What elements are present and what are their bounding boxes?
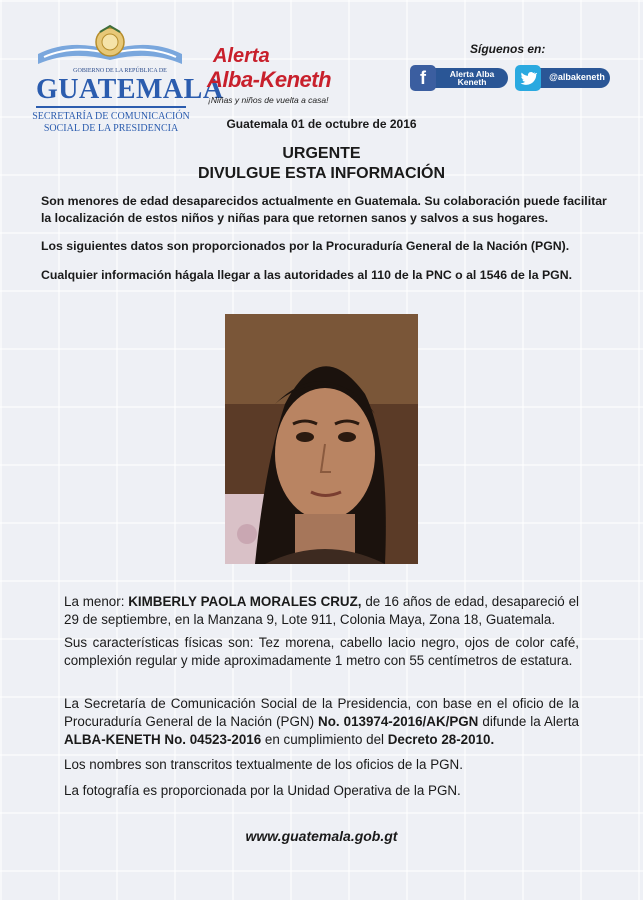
guatemala-coat-of-arms-icon (30, 24, 190, 74)
alerta-slogan: ¡Niñas y niños de vuelta a casa! (208, 95, 329, 105)
case-details-text: de 16 años de edad, desapareció el 29 de septiembre, en la Manzana 9, Lote 911, Colonia Maya, Zona 18, Guatemala. (64, 594, 580, 627)
case-paragraph-2: Sus características físicas son: Tez morena, cabello lacio negro, ojos de color café, complexión regular y mide aproximadamente 1 metro con 55 centímetros de estatura. (64, 635, 579, 668)
case-paragraph-5: La fotografía es proporcionada por la Unidad Operativa de la PGN. (64, 783, 461, 798)
gov-divider (36, 106, 186, 108)
twitter-icon (515, 65, 541, 91)
oficio-number: No. 013974-2016/AK/PGN (318, 714, 479, 729)
case-paragraph-4: Los nombres son transcritos textualmente de los oficios de la PGN. (64, 757, 463, 772)
gov-secretaria-line1: SECRETARÍA DE COMUNICACIÓN (32, 111, 190, 122)
facebook-link[interactable] (412, 68, 508, 88)
facebook-label-line2: Keneth (457, 77, 487, 87)
title-urgente: URGENTE (282, 145, 361, 162)
alerta-alba-keneth-logo (207, 45, 337, 115)
case-p3-text-a: La Secretaría de Comunicación Social de la Presidencia, con base en el oficio de la Procuraduría General de la Nación (PGN) (64, 696, 579, 729)
twitter-label: @albakeneth (549, 72, 605, 82)
facebook-icon: f (410, 65, 436, 91)
missing-person-name: KIMBERLY PAOLA MORALES CRUZ, (128, 594, 362, 609)
portrait-illustration (225, 314, 418, 564)
facebook-label (439, 70, 505, 86)
alerta-word: Alerta (213, 45, 270, 67)
case-intro-text: La menor: (64, 594, 129, 609)
alba-keneth-word: Alba-Keneth (207, 67, 332, 92)
case-paragraph-1 (64, 593, 579, 629)
gov-name: GUATEMALA (36, 74, 224, 105)
case-p3-text-c: en cumplimiento del (261, 732, 388, 747)
website-link[interactable]: www.guatemala.gob.gt (245, 828, 398, 844)
decreto-number: Decreto 28-2010. (387, 732, 495, 747)
intro-paragraph: Son menores de edad desaparecidos actualmente en Guatemala. Su colaboración puede facilitar la localización de estos niños y niñas para que retornen sanos y salvos a sus hogares. (41, 194, 607, 225)
title-divulgue: DIVULGUE ESTA INFORMACIÓN (197, 165, 446, 182)
publication-date: Guatemala 01 de octubre de 2016 (226, 117, 417, 131)
twitter-link[interactable] (517, 68, 610, 88)
alerta-number: ALBA-KENETH No. 04523-2016 (64, 732, 262, 747)
pgn-note: Los siguientes datos son proporcionados por la Procuraduría General de la Nación (PGN). (41, 239, 570, 253)
missing-person-photo (225, 314, 418, 564)
facebook-label-line1: Alerta Alba (449, 69, 495, 79)
follow-us-label: Síguenos en: (470, 42, 546, 56)
gov-secretaria-line2: SOCIAL DE LA PRESIDENCIA (43, 123, 179, 134)
gov-small-caption: GOBIERNO DE LA REPÚBLICA DE (73, 68, 167, 74)
case-paragraph-3 (64, 695, 579, 749)
contact-note: Cualquier información hágala llegar a las autoridades al 110 de la PNC o al 1546 de la PGN. (41, 268, 573, 282)
case-p3-text-b: difunde la Alerta (478, 714, 579, 729)
